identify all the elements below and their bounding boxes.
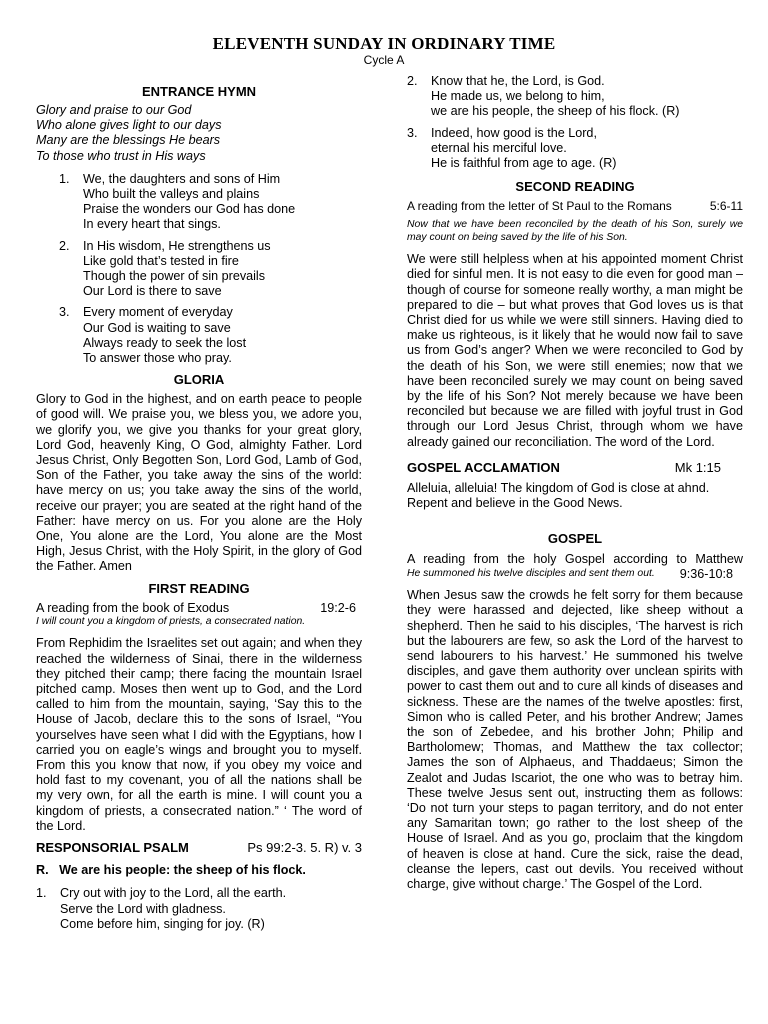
acclamation-ref: Mk 1:15	[674, 459, 721, 475]
acclamation-text: Alleluia, alleluia! The kingdom of God is close at ahnd. Repent and believe in the Good News.	[407, 481, 710, 511]
verse-line: Our Lord is there to save	[83, 284, 222, 299]
verse-line: Cry out with joy to the Lord, all the earth.	[60, 886, 287, 901]
verse-line: we are his people, the sheep of his flock. (R)	[431, 104, 680, 119]
gospel-summary: He summoned his twelve disciples and sent them out.	[407, 567, 655, 579]
psalm-verse	[407, 74, 743, 120]
refrain-line: Glory and praise to our God	[36, 103, 192, 117]
verse-line: Our God is waiting to save	[83, 320, 231, 335]
second-reading-summary: Now that we have been reconciled by the death of his Son, surely we may count on being saved by the life of his Son.	[407, 219, 743, 243]
second-reading-ref: 5:6-11	[709, 199, 743, 214]
verse-line: In His wisdom, He strengthens us	[83, 238, 271, 253]
verse-number: 2.	[407, 74, 418, 88]
gospel-source: A reading from the holy Gospel according to Matthew	[407, 552, 743, 567]
verse-line: Serve the Lord with gladness.	[60, 901, 226, 916]
verse-number: 1.	[59, 171, 70, 186]
second-reading-heading: SECOND READING	[515, 179, 635, 195]
acclamation-heading: GOSPEL ACCLAMATION	[407, 459, 560, 475]
psalm-heading: RESPONSORIAL PSALM	[36, 839, 189, 855]
first-reading-summary: I will count you a kingdom of priests, a consecrated nation.	[36, 615, 306, 627]
response-text: We are his people: the sheep of his flock.	[59, 863, 306, 878]
gospel-heading: GOSPEL	[547, 531, 603, 547]
response-label: R.	[36, 863, 49, 878]
verse-number: 2.	[59, 238, 70, 253]
hymn-verse	[36, 172, 362, 233]
first-reading-source-row	[36, 601, 362, 616]
page-title: ELEVENTH SUNDAY IN ORDINARY TIME	[212, 34, 556, 53]
psalm-verse	[36, 886, 362, 932]
verse-line: Every moment of everyday	[83, 305, 233, 320]
verse-number: 3.	[407, 125, 418, 140]
verse-number: 3.	[59, 305, 70, 320]
verse-line: Praise the wonders our God has done	[83, 202, 296, 217]
verse-line: Know that he, the Lord, is God.	[431, 74, 605, 88]
verse-line: Like gold that’s tested in fire	[83, 253, 239, 268]
right-column	[407, 74, 743, 892]
psalm-response	[36, 863, 362, 878]
psalm-heading-row	[36, 840, 362, 855]
verse-line: Come before him, singing for joy. (R)	[60, 916, 265, 931]
verse-number: 1.	[36, 886, 47, 901]
refrain-line: Many are the blessings He bears	[36, 133, 221, 148]
first-reading-text: From Rephidim the Israelites set out again; and when they reached the wilderness of Sinai, there in the wilderness they pitched their camp; there facing the mountain Israel pitched camp. Moses then went up to God, and the Lord called to him from the mountain, saying, ‘Say this to the House of Jacob, declare this to the sons of Israel, “You yourselves have seen what I did with the Egyptians, how I carried you on eagle’s wings and brought you to myself. From this you know that now, if you obey my voice and hold fast to my covenant, you of all the nations shall be my very own, for all the earth is mine. I will count you a kingdom of priests, a consecrated nation.” ‘ The word of the Lord.	[36, 636, 362, 833]
gospel-ref: 9:36-10:8	[679, 567, 733, 582]
gloria-text: Glory to God in the highest, and on earth peace to people of good will. We praise you, we bless you, we adore you, we glorify you, we give you thanks for your great glory, Lord God, heavenly King, O God, almighty Father. Lord Jesus Christ, Only Begotten Son, Lord God, Lamb of God, Son of the Father, you take away the sins of the world: have mercy on us; you take away the sins of the world, receive our prayer; you are seated at the right hand of the Father: have mercy on us. For you alone are the Holy One, You alone are the Lord, You alone are the Most High, Jesus Christ, with the Holy Spirit, in the glory of God the Father. Amen	[36, 392, 362, 574]
entrance-hymn-heading: ENTRANCE HYMN	[141, 84, 257, 99]
verse-line: Though the power of sin prevails	[83, 269, 266, 284]
acclamation-heading-row	[407, 460, 743, 475]
verse-line: In every heart that sings.	[83, 217, 221, 232]
second-reading-source: A reading from the letter of St Paul to the Romans	[407, 199, 672, 214]
page-subtitle: Cycle A	[363, 53, 405, 67]
second-reading-source-row	[407, 199, 743, 214]
entrance-refrain	[36, 103, 362, 164]
verse-line: Indeed, how good is the Lord,	[431, 125, 597, 140]
left-column	[36, 76, 362, 932]
refrain-line: To those who trust in His ways	[36, 148, 206, 163]
verse-line: Who built the valleys and plains	[83, 187, 260, 202]
verse-line: He is faithful from age to age. (R)	[431, 156, 617, 171]
verse-line: To answer those who pray.	[83, 351, 232, 366]
first-reading-source: A reading from the book of Exodus	[36, 600, 230, 615]
second-reading-text: We were still helpless when at his appointed moment Christ died for sinful men. It is not easy to die even for good man – though of course for someone really worthy, a man might be prepared to die – but what proves that God loves us is that Christ died for us while we were still sinners. Having died to make us righteous, is it likely that he would now fail to save us from God’s anger? When we were reconciled to God by the death of his Son, we were still enemies; now that we have been reconciled surely we may count on being saved by the life of his Son? Not merely because we have been reconciled but because we are filled with joyful trust in God through our Lord Jesus Christ, through whom we have already gained our reconciliation. The word of the Lord.	[407, 252, 743, 449]
refrain-line: Who alone gives light to our days	[36, 118, 222, 133]
gospel-text: When Jesus saw the crowds he felt sorry for them because they were harassed and dejected, like sheep without a shepherd. Then he said to his disciples, ‘The harvest is rich but the labourers are few, so ask the Lord of the harvest to send labourers to his harvest.’ He summoned his twelve disciples, and gave them authority over unclean spirits with power to cast them out and to cure all kinds of diseases and sickness. These are the names of the twelve apostles: first, Simon who is called Peter, and his brother Andrew; James the son of Zebedee, and his brother John; Philip and Bartholomew; Thomas, and Matthew the tax collector; James the son of Alphaeus, and Thaddaeus; Simon the Zealot and Judas Iscariot, the one who was to betray him. These twelve Jesus sent out, instructing them as follows: ‘Do not turn your steps to pagan territory, and do not enter any Samaritan town; go rather to the lost sheep of the House of Israel. And as you go, proclaim that the kingdom of heaven is close at hand. Cure the sick, raise the dead, cleanse the lepers, cast out devils. You received without charge, give without charge.’ The Gospel of the Lord.	[407, 588, 743, 891]
verse-line: We, the daughters and sons of Him	[83, 171, 281, 186]
first-reading-ref: 19:2-6	[320, 600, 356, 615]
hymn-verse	[36, 305, 362, 366]
psalm-verse	[407, 126, 743, 172]
gloria-heading: GLORIA	[173, 372, 225, 388]
hymn-verse	[36, 239, 362, 300]
psalm-ref: Ps 99:2-3. 5. R) v. 3	[247, 839, 362, 855]
verse-line: Always ready to seek the lost	[83, 335, 247, 350]
verse-line: eternal his merciful love.	[431, 140, 567, 155]
verse-line: He made us, we belong to him,	[431, 89, 605, 104]
first-reading-heading: FIRST READING	[148, 580, 250, 596]
